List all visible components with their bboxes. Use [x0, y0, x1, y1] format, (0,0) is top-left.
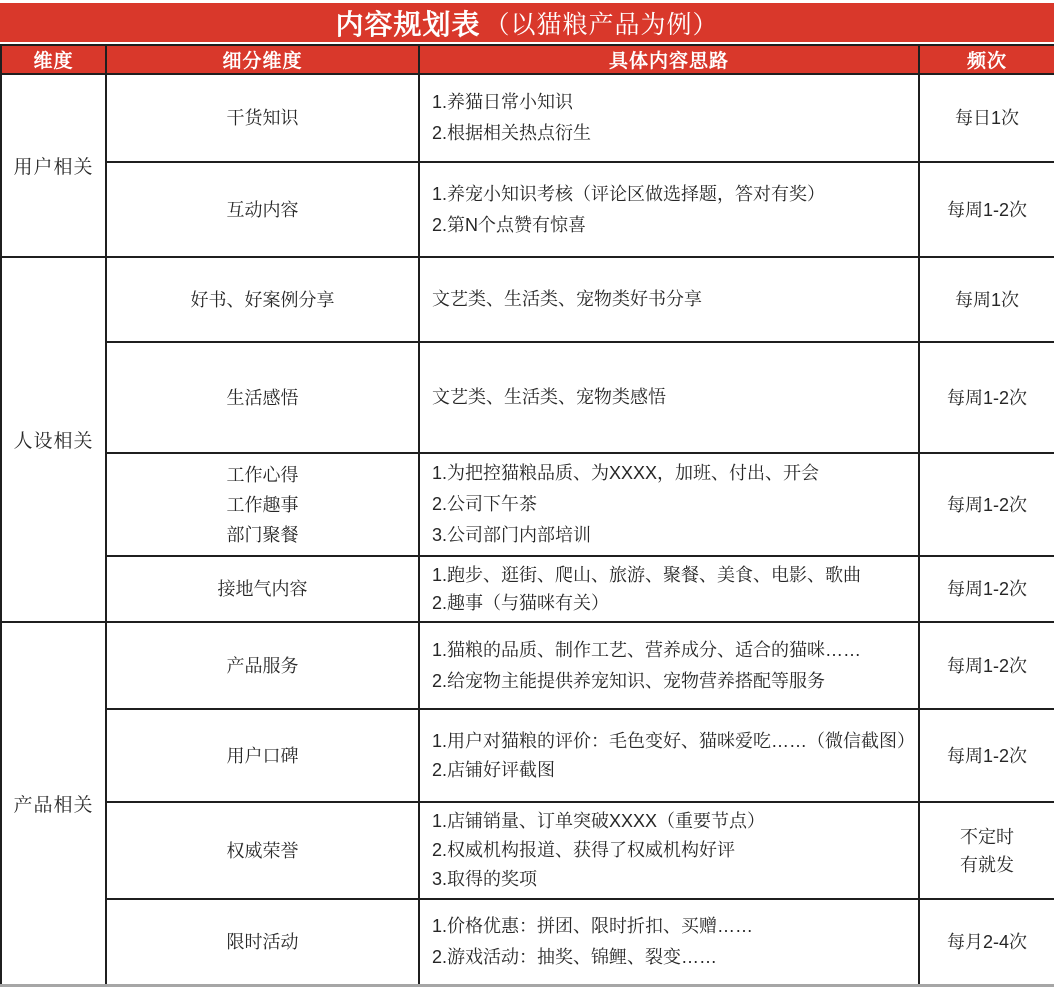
- subdimension-label: 接地气内容: [217, 579, 308, 599]
- table-row: [1, 622, 1054, 709]
- frequency-label: 每周1-2次: [946, 494, 1027, 515]
- dimension-cell: [1, 74, 106, 257]
- content-line: 2.店铺好评截图: [432, 759, 556, 780]
- content-cell: [419, 709, 919, 802]
- content-line: 2.公司下午茶: [432, 494, 538, 514]
- subdimension-label: 互动内容: [226, 199, 299, 220]
- subdimension-label: 干货知识: [226, 108, 299, 128]
- page-title-sub: （以猫粮产品为例）: [484, 10, 719, 39]
- column-header-subdimension: 细分维度: [106, 45, 419, 74]
- frequency-cell: [919, 74, 1054, 162]
- frequency-cell: [919, 556, 1054, 622]
- subdimension-label: 产品服务: [226, 655, 299, 676]
- content-cell: [419, 622, 919, 709]
- frequency-label: 每周1-2次: [946, 745, 1027, 766]
- frequency-label: 每周1次: [954, 289, 1019, 310]
- dimension-label: 产品相关: [13, 794, 94, 816]
- column-header-frequency: 频次: [919, 45, 1054, 74]
- frequency-label: 每月2-4次: [946, 931, 1027, 952]
- content-cell: [419, 899, 919, 985]
- table-row: [1, 74, 1054, 162]
- frequency-label: 每周1-2次: [946, 387, 1027, 408]
- subdimension-cell: [106, 453, 419, 556]
- content-line: 2.第N个点赞有惊喜: [432, 214, 587, 235]
- table-row: [1, 556, 1054, 622]
- subdimension-label: 权威荣誉: [226, 840, 299, 861]
- content-line: 2.给宠物主能提供养宠知识、宠物营养搭配等服务: [432, 670, 826, 691]
- content-cell: [419, 556, 919, 622]
- content-line: 1.跑步、逛街、爬山、旅游、聚餐、美食、电影、歌曲: [432, 565, 862, 585]
- subdimension-label: 好书、好案例分享: [190, 289, 335, 310]
- table-row: [1, 342, 1054, 453]
- table-row: [1, 802, 1054, 899]
- subdimension-cell: [106, 556, 419, 622]
- frequency-label: 每日1次: [954, 108, 1019, 128]
- content-line: 文艺类、生活类、宠物类感悟: [432, 387, 666, 407]
- frequency-cell: [919, 257, 1054, 342]
- subdimension-label: 限时活动: [226, 931, 299, 952]
- subdimension-label: 工作心得: [226, 464, 299, 485]
- subdimension-label: 用户口碑: [226, 745, 299, 766]
- content-cell: [419, 257, 919, 342]
- content-line: 2.趣事（与猫咪有关）: [432, 593, 610, 613]
- content-line: 3.取得的奖项: [432, 869, 538, 889]
- subdimension-cell: [106, 622, 419, 709]
- frequency-label: 每周1-2次: [946, 579, 1027, 599]
- subdimension-cell: [106, 257, 419, 342]
- subdimension-label: 生活感悟: [226, 387, 299, 408]
- subdimension-cell: [106, 342, 419, 453]
- frequency-cell: [919, 709, 1054, 802]
- dimension-cell: [1, 622, 106, 985]
- frequency-cell: [919, 162, 1054, 257]
- dimension-label: 人设相关: [13, 431, 94, 452]
- content-line: 1.店铺销量、订单突破XXXX（重要节点）: [432, 811, 766, 831]
- content-line: 文艺类、生活类、宠物类好书分享: [432, 289, 702, 309]
- content-cell: [419, 342, 919, 453]
- subdimension-cell: [106, 74, 419, 162]
- content-cell: [419, 162, 919, 257]
- subdimension-cell: [106, 899, 419, 985]
- subdimension-label: 工作趣事: [226, 494, 299, 515]
- table-row: [1, 709, 1054, 802]
- content-cell: [419, 453, 919, 556]
- column-header-content-ideas: 具体内容思路: [419, 45, 919, 74]
- table-row: [1, 453, 1054, 556]
- table-row: [1, 899, 1054, 985]
- frequency-label: 有就发: [960, 854, 1014, 875]
- frequency-cell: [919, 802, 1054, 899]
- frequency-cell: [919, 342, 1054, 453]
- content-planning-table: [0, 44, 1054, 987]
- header-row: [1, 45, 1054, 74]
- subdimension-cell: [106, 709, 419, 802]
- frequency-cell: [919, 622, 1054, 709]
- frequency-label: 每周1-2次: [946, 199, 1027, 220]
- frequency-label: 每周1-2次: [946, 655, 1027, 676]
- table-row: [1, 162, 1054, 257]
- column-header-dimension: 维度: [1, 45, 106, 74]
- page-title: 内容规划表: [335, 8, 481, 40]
- page-title-bar: [0, 3, 1054, 42]
- frequency-cell: [919, 899, 1054, 985]
- content-line: 1.猫粮的品质、制作工艺、营养成分、适合的猫咪……: [432, 639, 862, 660]
- content-line: 1.养猫日常小知识: [432, 92, 574, 112]
- content-line: 2.游戏活动：抽奖、锦鲤、裂变……: [432, 946, 718, 967]
- content-line: 1.价格优惠：拼团、限时折扣、买赠……: [432, 915, 754, 936]
- dimension-label: 用户相关: [13, 157, 94, 178]
- subdimension-label: 部门聚餐: [226, 524, 299, 545]
- content-line: 2.根据相关热点衍生: [432, 123, 592, 143]
- content-cell: [419, 802, 919, 899]
- dimension-cell: [1, 257, 106, 622]
- content-line: 1.养宠小知识考核（评论区做选择题，答对有奖）: [432, 183, 826, 204]
- table-row: [1, 257, 1054, 342]
- content-line: 3.公司部门内部培训: [432, 525, 592, 545]
- subdimension-cell: [106, 802, 419, 899]
- content-line: 1.用户对猫粮的评价：毛色变好、猫咪爱吃……（微信截图）: [432, 730, 916, 751]
- frequency-cell: [919, 453, 1054, 556]
- frequency-label: 不定时: [960, 826, 1014, 847]
- content-line: 1.为把控猫粮品质、为XXXX，加班、付出、开会: [432, 463, 820, 483]
- content-line: 2.权威机构报道、获得了权威机构好评: [432, 840, 736, 860]
- content-cell: [419, 74, 919, 162]
- subdimension-cell: [106, 162, 419, 257]
